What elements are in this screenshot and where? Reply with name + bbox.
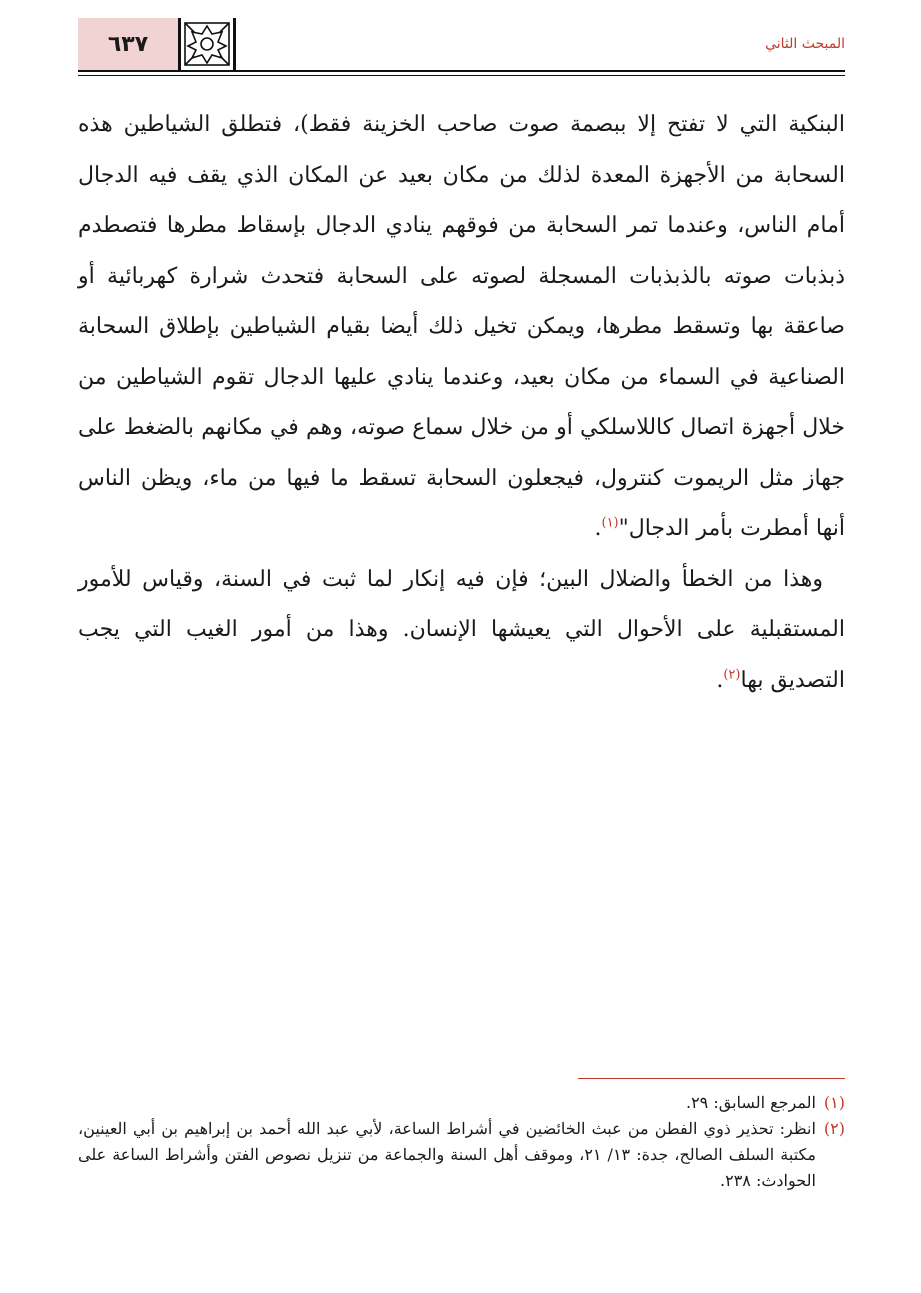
footnote-text: المرجع السابق: ٢٩. [685, 1093, 816, 1112]
footnote-ref[interactable]: (٢) [723, 667, 741, 683]
footnote-mark: (٢) [823, 1119, 845, 1138]
paragraph-text: وهذا من الخطأ والضلال البين؛ فإن فيه إنكار لما ثبت في السنة، وقياس للأمور المستقبلية على الأحوال التي يعيشها الإنسان. وهذا من أمور الغيب التي يجب التصديق بها [78, 566, 845, 693]
footnote-text: انظر: تحذير ذوي الفطن من عبث الخائضين في أشراط الساعة، لأبي عبد الله أحمد بن إبراهيم بن أبي العينين، مكتبة السلف الصالح، جدة: ١٣/ ٢١، وموقف أهل السنة والجماعة من تنزيل نصوص الفتن وأشراط الساعة على الحوادث: ٢٣٨. [78, 1119, 816, 1190]
main-text [78, 100, 845, 706]
paragraph [78, 555, 845, 707]
geometric-ornament-icon [178, 18, 236, 70]
paragraph-text: البنكية التي لا تفتح إلا ببصمة صوت صاحب الخزينة فقط)، فتطلق الشياطين هذه السحابة من الأجهزة المعدة لذلك من مكان بعيد عن المكان الذي يقف فيه الدجال أمام الناس، وعندما تمر السحابة من فوقهم ينادي الدجال بإسقاط مطرها فتصطدم ذبذبات صوته بالذبذبات المسجلة لصوته على السحابة فتحدث شرارة كهربائية أو صاعقة بها وتسقط مطرها، ويمكن تخيل ذلك أيضا بقيام الشياطين بإطلاق السحابة الصناعية في السماء من مكان بعيد، وعندما ينادي عليها الدجال تقوم الشياطين من خلال أجهزة اتصال كاللاسلكي أو من خلال سماع صوته، وهم في مكانهم بالضغط على جهاز مثل الريموت كنترول، فيجعلون السحابة تسقط ما فيها من ماء، ويظن الناس أنها أمطرت بأمر الدجال" [78, 112, 845, 541]
header-rule-thin [78, 75, 845, 76]
page-number: ٦٣٧ [78, 18, 178, 70]
paragraph [78, 100, 845, 555]
ornament-divider-left [178, 18, 181, 70]
footnotes [78, 1090, 845, 1194]
page-header [78, 18, 845, 72]
section-title: المبحث الثاني [765, 36, 845, 52]
footnote-item [78, 1116, 845, 1194]
footnote-item [78, 1090, 845, 1116]
paragraph-end: . [594, 516, 602, 541]
ornament-divider-right [233, 18, 236, 70]
footnote-ref[interactable]: (١) [601, 515, 619, 531]
paragraph-end: . [716, 667, 724, 693]
footnote-mark: (١) [823, 1093, 845, 1112]
footnote-separator [578, 1078, 845, 1079]
header-rule [78, 70, 845, 72]
